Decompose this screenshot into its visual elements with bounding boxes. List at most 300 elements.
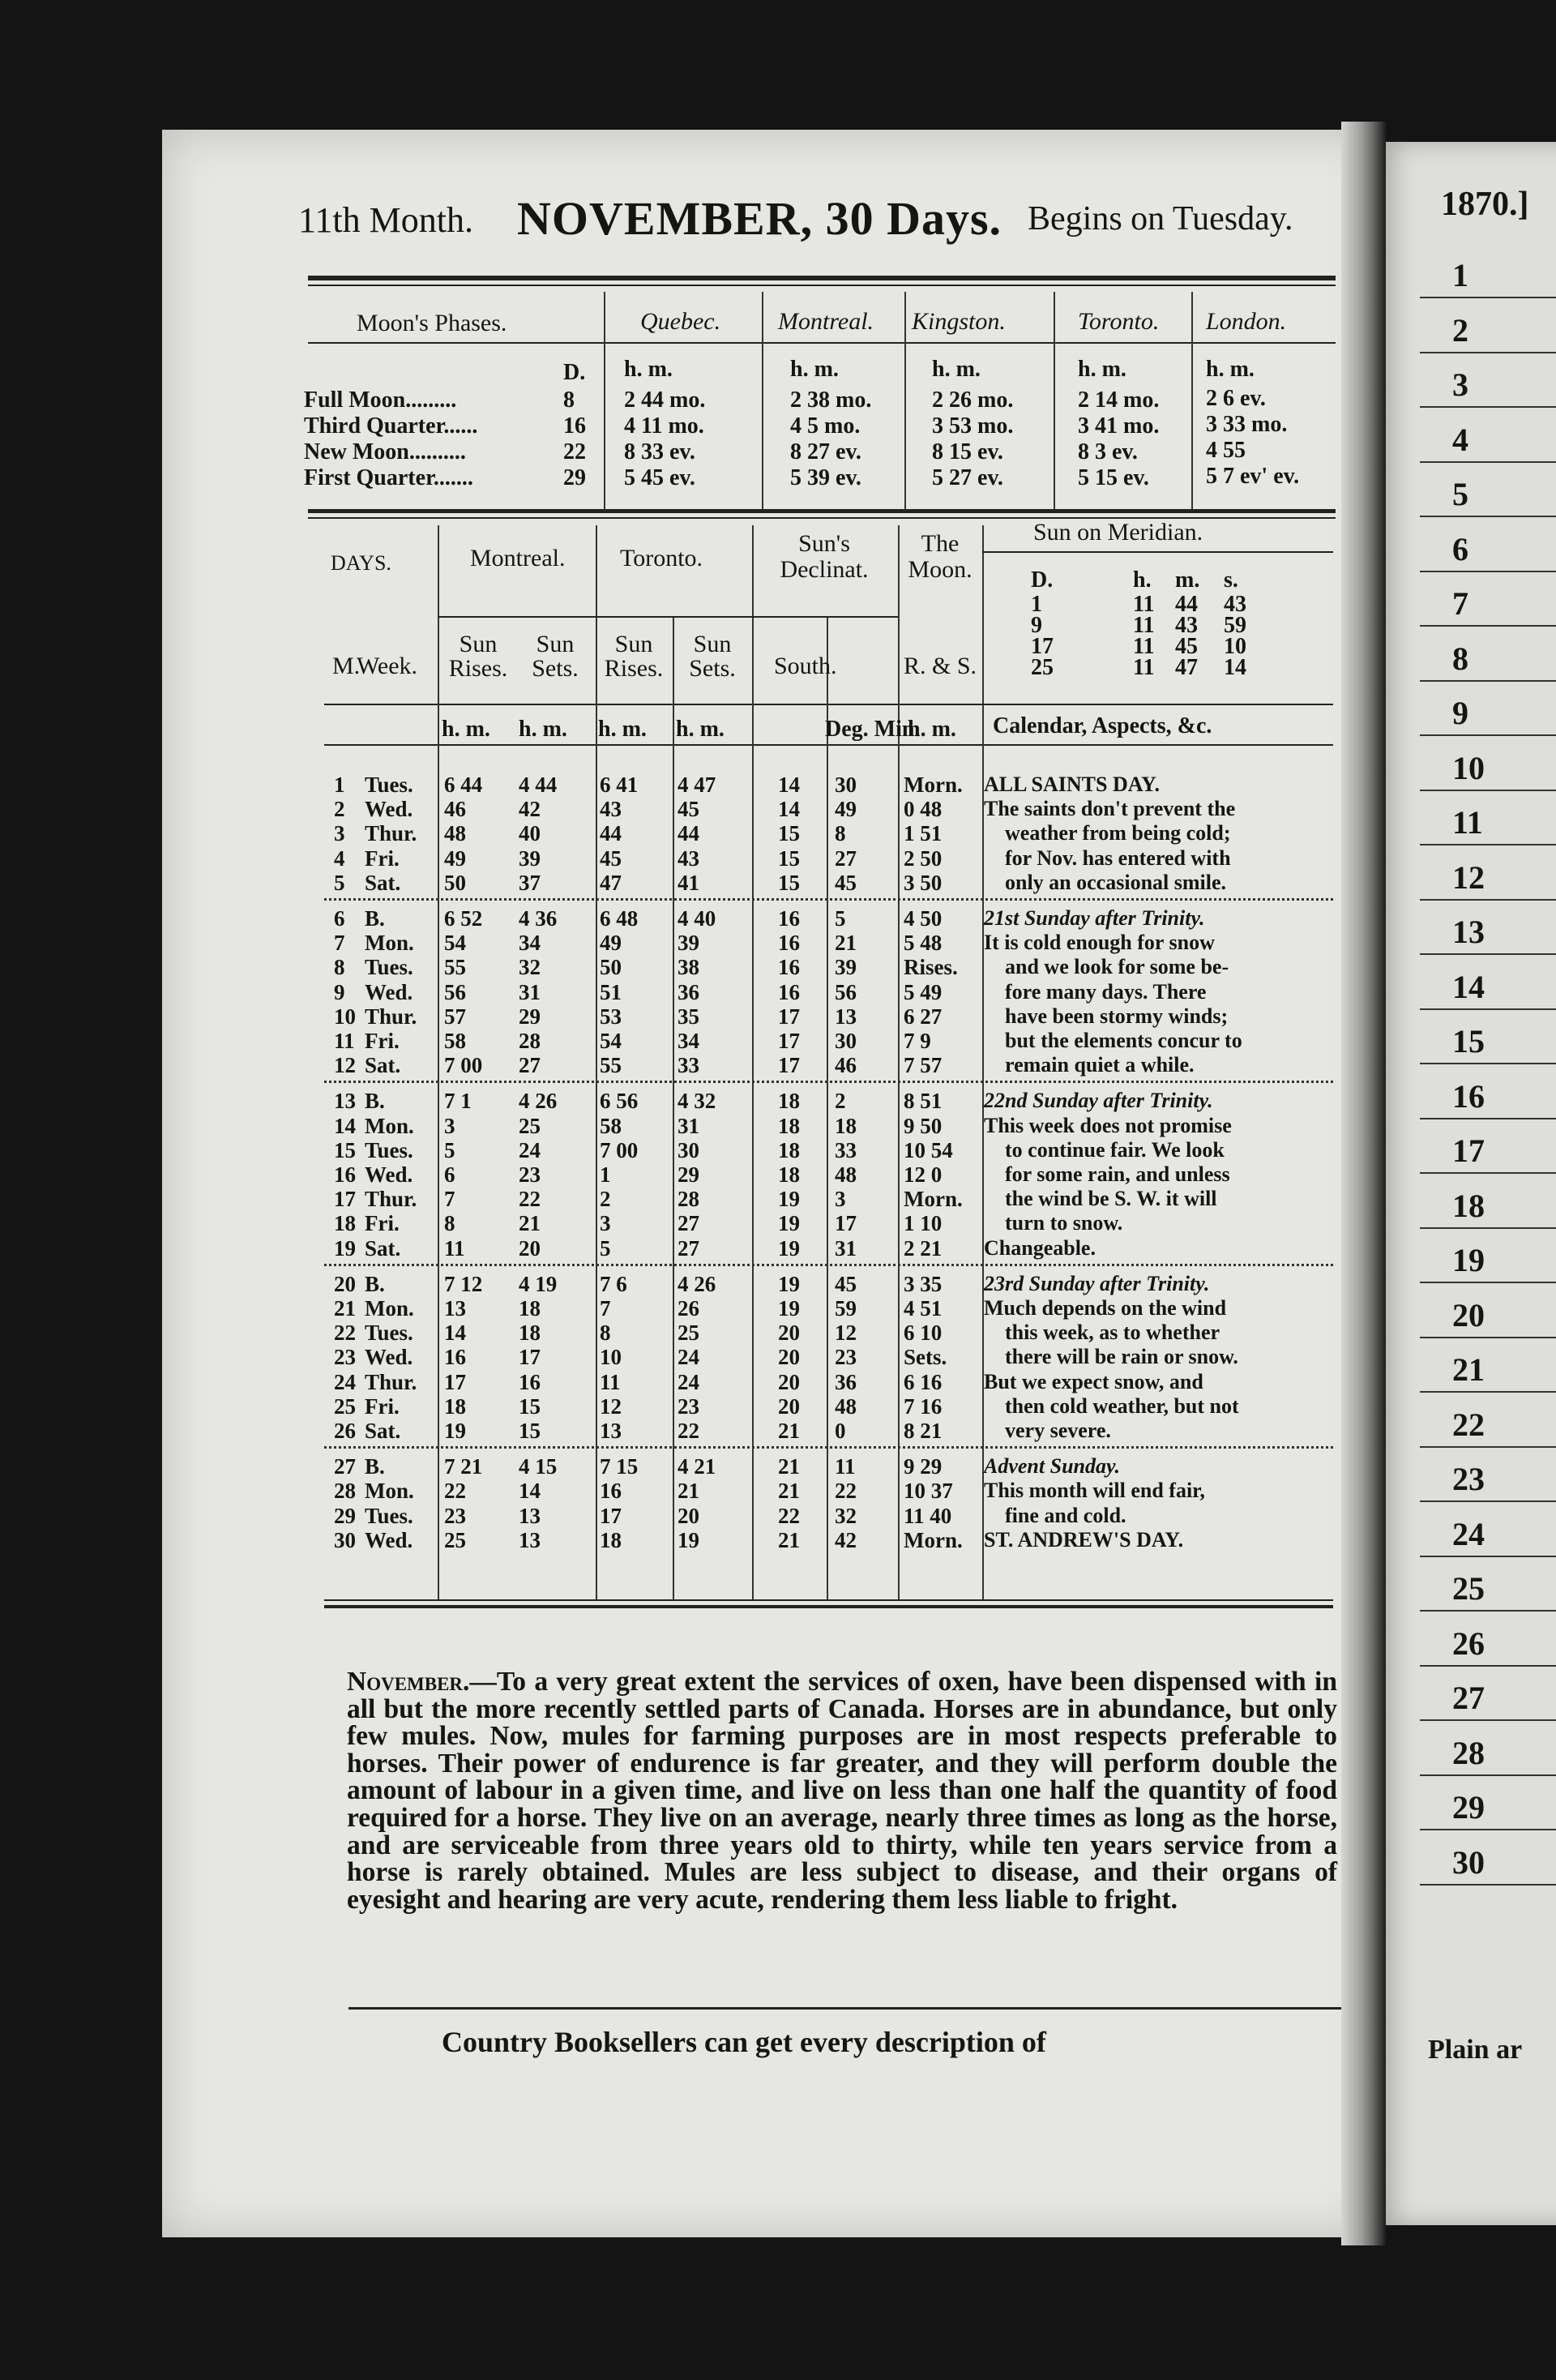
essay-body: —To a very great extent the services of oxen, have been dispensed with in all but the more recently settled parts of Canada. Horses are in abundance, but only few mules. Now, mules for farming purposes are in most respects preferable to horses. Their power of endurence is far greater, and they will perform double the amount of labour in a given time, and live on less than one half the quantity of food required for a horse. They live on an average, nearly three times as long as the horse, and are serviceable from three years old to thirty, while ten years service from a horse is rarely obtained. Mules are less subject to disease, and their organs of eyesight and hearing are very acute, rendering them less liable to fright. [347,1667,1337,1915]
day-cell: 22 [444,1479,466,1504]
right-bottom-text: Plain ar [1428,2035,1523,2065]
col-line [596,525,597,1599]
phase-time: 2 14 mo. [1078,387,1160,413]
montreal-sunrise-header: Sun Rises. [448,631,508,682]
day-cell: 32 [519,955,541,980]
remark-line: It is cold enough for snow [984,931,1215,955]
day-cell: 6 56 [600,1089,639,1114]
day-cell: 13 [835,1004,857,1029]
day-cell: 17 [444,1369,466,1394]
book-binding [1341,122,1386,2245]
day-cell: 14 [519,1479,541,1504]
day-cell: 49 [444,845,466,871]
day-cell: 18 [600,1527,622,1552]
day-cell: Wed. [365,1345,413,1370]
day-cell: Fri. [365,1029,400,1053]
day-cell: Fri. [365,845,400,871]
phase-time: 3 53 mo. [932,413,1014,439]
day-cell: Rises. [904,955,958,980]
day-cell: 51 [600,979,622,1004]
right-day-number: 14 [1452,968,1485,1005]
right-day-number: 23 [1452,1461,1485,1497]
meridian-cell: 11 [1133,655,1155,680]
day-cell: 8 [835,821,846,846]
day-cell: Sets. [904,1345,947,1370]
day-cell: 7 [600,1296,611,1321]
day-cell: Mon. [365,931,414,956]
day-cell: 14 [334,1113,356,1138]
right-day-number: 18 [1452,1187,1485,1224]
day-cell: 46 [444,797,466,822]
phase-time: 4 55 [1206,438,1246,463]
right-day-number: 12 [1452,858,1485,896]
days-sub-rule [438,616,898,618]
right-day-number: 27 [1452,1680,1485,1716]
phase-time: 8 33 ev. [624,439,695,464]
remark-line: But we expect snow, and [984,1369,1203,1393]
day-cell: 29 [334,1503,356,1528]
day-cell: 49 [600,931,622,956]
day-cell: 23 [519,1162,541,1187]
day-cell: 23 [444,1503,466,1528]
day-cell: Wed. [365,979,413,1004]
day-cell: 4 47 [678,773,716,797]
day-cell: 6 [444,1162,455,1187]
day-cell: 39 [519,845,541,871]
day-cell: Tues. [365,1137,413,1162]
day-cell: 17 [519,1345,541,1370]
day-cell: 4 [334,845,345,871]
footer-rule [348,2007,1341,2010]
day-cell: 20 [778,1345,800,1370]
meridian-cell: 14 [1224,655,1246,680]
day-cell: 29 [519,1004,541,1029]
phase-unit: h. m. [790,357,839,382]
right-rule [1420,1172,1556,1174]
day-cell: 2 50 [904,845,943,871]
day-cell: 21 [778,1479,800,1504]
phase-header-rule [308,342,1336,344]
day-cell: Thur. [365,1187,417,1212]
right-day-number: 17 [1452,1132,1485,1169]
right-rule [1420,953,1556,955]
day-cell: Mon. [365,1113,414,1138]
week-divider [324,898,1333,901]
remark-line: and we look for some be- [1005,955,1229,979]
meridian-header: D. [1031,567,1054,593]
day-cell: 31 [835,1235,857,1261]
right-rule [1420,1884,1556,1886]
phase-time: 4 5 mo. [790,413,861,439]
m-header: M. [332,653,361,679]
day-cell: 19 [778,1271,800,1296]
right-rule [1420,1008,1556,1010]
right-rule [1420,1063,1556,1064]
table-bottom-rule-2 [324,1605,1333,1608]
right-rule [1420,352,1556,353]
moon-header: The Moon. [908,530,972,583]
remark-line: for some rain, and unless [1005,1162,1230,1186]
day-cell: 23 [835,1345,857,1370]
day-cell: B. [365,1089,385,1114]
day-cell: 5 [444,1137,455,1162]
day-cell: 11 40 [904,1503,952,1528]
phase-name: Third Quarter...... [304,413,478,439]
phase-unit: h. m. [932,357,981,382]
day-cell: 19 [778,1187,800,1212]
right-rule [1420,461,1556,463]
day-cell: 17 [334,1187,356,1212]
right-day-number: 4 [1452,421,1468,458]
day-cell: 23 [334,1345,356,1370]
day-cell: 5 49 [904,979,943,1004]
right-day-number: 16 [1452,1077,1485,1115]
day-cell: Tues. [365,1503,413,1528]
remark-line: but the elements concur to [1005,1029,1242,1052]
day-cell: 9 29 [904,1454,943,1479]
right-day-number: 6 [1452,530,1468,567]
remark-line: the wind be S. W. it will [1005,1187,1217,1211]
phase-bottom-rule [308,509,1336,513]
day-cell: 27 [835,845,857,871]
day-cell: 6 48 [600,906,639,931]
day-cell: 7 [444,1187,455,1212]
day-cell: 28 [334,1479,356,1504]
meridian-cell: 43 [1175,613,1198,638]
meridian-cell: 11 [1133,634,1155,659]
essay-lead: November. [347,1667,470,1697]
day-cell: 21 [519,1211,541,1236]
day-cell: 13 [444,1296,466,1321]
phase-name: New Moon.......... [304,439,466,464]
right-day-number: 20 [1452,1296,1485,1333]
day-cell: Mon. [365,1296,414,1321]
essay-paragraph [347,1668,1337,1913]
phase-name: First Quarter....... [304,465,473,490]
day-cell: 13 [519,1527,541,1552]
phase-day-header: D. [563,360,586,385]
day-cell: B. [365,1454,385,1479]
right-rule [1420,1500,1556,1502]
moon-phases-title: Moon's Phases. [357,310,507,336]
meridian-cell: 44 [1175,592,1198,617]
right-day-number: 22 [1452,1406,1485,1443]
phase-col-line [604,292,605,509]
day-cell: 4 15 [519,1454,558,1479]
day-cell: 39 [835,955,857,980]
day-cell: 1 51 [904,821,943,846]
day-cell: 16 [778,979,800,1004]
day-cell: 6 52 [444,906,483,931]
day-cell: 28 [519,1029,541,1053]
week-divider [324,1264,1333,1266]
day-cell: 1 10 [904,1211,943,1236]
day-cell: 0 [835,1419,846,1443]
day-cell: 11 [444,1235,465,1261]
day-cell: 12 [600,1393,622,1419]
day-cell: 49 [835,797,857,822]
day-cell: 2 21 [904,1235,943,1261]
phase-time: 2 26 mo. [932,387,1014,413]
calendar-header: Calendar, Aspects, &c. [993,713,1212,738]
meridian-rule [982,551,1333,553]
day-cell: 6 [334,906,345,931]
day-cell: Morn. [904,1527,963,1552]
right-day-number: 21 [1452,1351,1485,1388]
right-day-number: 24 [1452,1515,1485,1552]
day-cell: 19 [678,1527,699,1552]
week-header: Week. [357,653,418,679]
remark-line: Advent Sunday. [984,1454,1121,1479]
day-cell: 8 51 [904,1089,943,1114]
meridian-cell: 47 [1175,655,1198,680]
remark-line: Changeable. [984,1235,1096,1260]
declination-header: Sun's Declinat. [780,530,869,583]
day-cell: 22 [778,1503,800,1528]
day-cell: 43 [678,845,699,871]
day-cell: 4 26 [519,1089,558,1114]
day-cell: Morn. [904,773,963,797]
right-rule [1420,1282,1556,1283]
day-cell: 26 [678,1296,699,1321]
day-cell: 45 [835,1271,857,1296]
begins-label: Begins on Tuesday. [1028,200,1293,238]
day-cell: 13 [519,1503,541,1528]
phase-unit: h. m. [624,357,673,382]
toronto-sunrise-header: Sun Rises. [604,631,664,682]
day-cell: 41 [678,870,699,895]
phase-unit: h. m. [1206,357,1255,382]
remark-line: remain quiet a while. [1005,1053,1195,1077]
day-cell: 48 [835,1162,857,1187]
day-cell: 7 [334,931,345,956]
day-cell: 53 [600,1004,622,1029]
day-cell: 31 [519,979,541,1004]
page-header [298,191,1295,248]
day-cell: 20 [778,1393,800,1419]
right-day-number: 2 [1452,311,1468,349]
day-cell: 26 [334,1419,356,1443]
remark-line: only an occasional smile. [1005,870,1227,894]
right-rule [1420,734,1556,736]
day-cell: 16 [778,931,800,956]
day-cell: 19 [778,1211,800,1236]
col-line [438,525,439,1599]
remark-line: This week does not promise [984,1113,1232,1137]
day-cell: Wed. [365,1527,413,1552]
meridian-cell: 59 [1224,613,1246,638]
right-rule [1420,1446,1556,1448]
day-cell: 22 [334,1321,356,1346]
day-cell: 5 [600,1235,611,1261]
day-cell: 18 [835,1113,857,1138]
day-cell: 43 [600,797,622,822]
day-cell: Sat. [365,1235,401,1261]
day-cell: 7 16 [904,1393,943,1419]
day-cell: 18 [778,1162,800,1187]
phase-time: 3 33 mo. [1206,412,1288,437]
right-day-number: 1 [1452,257,1468,293]
day-cell: 44 [678,821,699,846]
day-cell: 33 [678,1053,699,1078]
phase-day: 29 [563,465,586,490]
day-cell: 45 [835,870,857,895]
day-cell: 7 12 [444,1271,483,1296]
day-cell: 17 [778,1053,800,1078]
unit-hm: h. m. [598,717,647,742]
day-cell: 3 [835,1187,846,1212]
remark-line: fine and cold. [1005,1503,1126,1527]
phase-time: 5 39 ev. [790,465,861,490]
day-cell: 46 [835,1053,857,1078]
day-cell: 32 [835,1503,857,1528]
day-cell: 15 [519,1419,541,1443]
meridian-header: s. [1224,567,1238,593]
right-day-number: 5 [1452,476,1468,512]
day-cell: 30 [334,1527,356,1552]
day-cell: 11 [334,1029,355,1053]
remark-line: ALL SAINTS DAY. [984,773,1161,796]
month-title: NOVEMBER, 30 Days. [517,192,1002,245]
days-header: DAYS. [331,551,391,575]
day-cell: 30 [835,773,857,797]
day-cell: 8 [334,955,345,980]
day-cell: 20 [778,1369,800,1394]
col-line [673,616,674,1599]
day-cell: 9 [334,979,345,1004]
meridian-cell: 17 [1031,634,1054,659]
day-cell: 56 [835,979,857,1004]
col-line [898,525,900,1599]
phase-time: 2 44 mo. [624,387,706,413]
day-cell: 34 [519,931,541,956]
day-cell: 10 54 [904,1137,953,1162]
day-cell: 6 27 [904,1004,943,1029]
unit-hm: h. m. [676,717,725,742]
remark-line: turn to snow. [1005,1211,1123,1235]
day-cell: 4 50 [904,906,943,931]
day-cell: B. [365,906,385,931]
montreal-sunset-header: Sun Sets. [532,631,579,682]
day-cell: 3 35 [904,1271,943,1296]
right-day-number: 13 [1452,914,1485,950]
meridian-cell: 9 [1031,613,1042,638]
top-double-rule [308,276,1336,280]
phase-time: 2 6 ev. [1206,386,1266,411]
day-cell: 22 [678,1419,699,1443]
day-cell: 39 [678,931,699,956]
city-kingston: Kingston. [912,308,1006,335]
meridian-header: m. [1175,567,1200,593]
day-cell: 42 [835,1527,857,1552]
day-cell: 37 [519,870,541,895]
day-cell: 54 [444,931,466,956]
day-cell: 25 [519,1113,541,1138]
right-day-number: 11 [1452,804,1483,841]
table-unit-rule [324,744,1333,746]
day-cell: 13 [334,1089,356,1114]
right-page [1386,142,1556,2225]
phase-time: 8 27 ev. [790,439,861,464]
day-cell: 35 [678,1004,699,1029]
phase-time: 2 38 mo. [790,387,872,413]
day-cell: 18 [778,1089,800,1114]
remark-line: then cold weather, but not [1005,1393,1239,1418]
day-cell: 18 [519,1321,541,1346]
day-cell: 7 00 [600,1137,639,1162]
right-rule [1420,790,1556,791]
remark-line: have been stormy winds; [1005,1004,1229,1028]
phase-day: 22 [563,439,586,464]
day-cell: 44 [600,821,622,846]
toronto-header: Toronto. [620,545,703,571]
top-double-rule-2 [308,285,1336,286]
rs-header: R. & S. [904,653,977,679]
phase-time: 8 3 ev. [1078,439,1138,464]
phase-col-line [762,292,763,509]
day-cell: 16 [600,1479,622,1504]
day-cell: 20 [334,1271,356,1296]
day-cell: 12 [835,1321,857,1346]
remark-line: ST. ANDREW'S DAY. [984,1527,1184,1552]
day-cell: 10 [334,1004,356,1029]
day-cell: 21 [334,1296,356,1321]
col-line [982,525,984,1599]
right-year: 1870.] [1441,186,1529,223]
right-day-number: 10 [1452,749,1485,786]
phase-col-line [904,292,906,509]
day-cell: 9 50 [904,1113,943,1138]
right-rule [1420,406,1556,408]
phase-time: 8 15 ev. [932,439,1003,464]
remark-line: weather from being cold; [1005,821,1231,845]
day-cell: 24 [678,1345,699,1370]
day-cell: 18 [444,1393,466,1419]
day-cell: 18 [334,1211,356,1236]
day-cell: 56 [444,979,466,1004]
day-cell: 50 [444,870,466,895]
day-cell: 36 [678,979,699,1004]
unit-hm: h. m. [908,717,956,742]
right-rule [1420,571,1556,572]
right-day-number: 25 [1452,1570,1485,1607]
day-cell: Fri. [365,1393,400,1419]
footer-text: Country Booksellers can get every description of [442,2026,1046,2058]
day-cell: 17 [600,1503,622,1528]
day-cell: 48 [444,821,466,846]
week-divider [324,1081,1333,1083]
day-cell: Mon. [365,1479,414,1504]
right-rule [1420,1719,1556,1721]
day-cell: 36 [835,1369,857,1394]
day-cell: 7 21 [444,1454,483,1479]
meridian-title: Sun on Meridian. [1033,519,1203,546]
day-cell: 28 [678,1187,699,1212]
day-cell: 11 [835,1454,856,1479]
day-cell: Thur. [365,821,417,846]
col-line [752,525,754,1599]
day-cell: Sat. [365,1053,401,1078]
phase-time: 5 7 ev' ev. [1206,464,1300,489]
day-cell: Sat. [365,1419,401,1443]
meridian-cell: 10 [1224,634,1246,659]
remark-line: fore many days. There [1005,979,1207,1004]
right-rule [1420,1556,1556,1557]
day-cell: 1 [334,773,345,797]
right-day-number: 29 [1452,1789,1485,1826]
day-cell: 4 51 [904,1296,943,1321]
day-cell: 21 [678,1479,699,1504]
